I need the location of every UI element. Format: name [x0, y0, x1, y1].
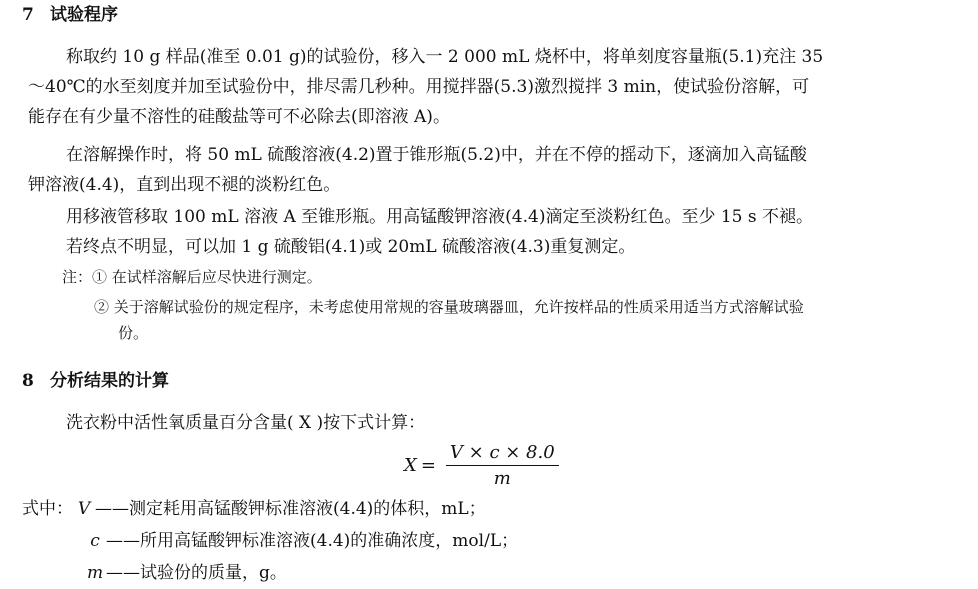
variable-symbol: m [86, 563, 104, 583]
note-2-line-1: ② 关于溶解试验份的规定程序，未考虑使用常规的容量玻璃器皿，允许按样品的性质采用适当方式溶解试验 [94, 298, 804, 316]
s7-paragraph-1-line-1: 称取约 10 g 样品(准至 0.01 g)的试验份，移入一 2 000 mL 烧杯中，将单刻度容量瓶(5.1)充注 35 [66, 47, 824, 67]
section-7-title: 试验程序 [50, 5, 118, 25]
formula-equals: = [420, 454, 436, 476]
note-2-line-2: 份。 [118, 324, 149, 342]
section-7-number: 7 [22, 5, 34, 25]
variable-symbol: V [77, 499, 91, 519]
formula-denominator: m [493, 467, 511, 489]
variable-description: ——所用高锰酸钾标准溶液(4.4)的准确浓度，mol/L； [106, 531, 519, 551]
variable-description: ——试验份的质量，g。 [106, 563, 287, 583]
section-8-number: 8 [22, 371, 34, 391]
s8-intro: 洗衣粉中活性氧质量百分含量( X )按下式计算： [66, 413, 426, 433]
s7-paragraph-2-line-1: 在溶解操作时，将 50 mL 硫酸溶液(4.2)置于锥形瓶(5.2)中，并在不停的摇动下，逐滴加入高锰酸 [66, 145, 807, 165]
variable-definition-c [84, 530, 518, 552]
formula-numerator: V × c × 8.0 [446, 442, 559, 466]
note-1: 注：① 在试样溶解后应尽快进行测定。 [62, 268, 322, 286]
section-8-heading [22, 370, 169, 392]
s7-paragraph-2-line-2: 钾溶液(4.4)，直到出现不褪的淡粉红色。 [28, 175, 341, 195]
variable-definition-m [84, 562, 287, 584]
s7-paragraph-1-line-3: 能存在有少量不溶性的硅酸盐等可不必除去(即溶液 A)。 [28, 107, 450, 127]
variable-description: ——测定耗用高锰酸钾标准溶液(4.4)的体积，mL； [95, 499, 486, 519]
s7-paragraph-3-line-1: 用移液管移取 100 mL 溶液 A 至锥形瓶。用高锰酸钾溶液(4.4)滴定至淡粉红色。至少 15 s 不褪。 [66, 207, 814, 227]
formula-fraction [446, 442, 559, 489]
where-prefix: 式中： [22, 499, 73, 519]
s7-paragraph-3-line-2: 若终点不明显，可以加 1 g 硫酸铝(4.1)或 20mL 硫酸溶液(4.3)重复测定。 [66, 237, 636, 257]
variable-symbol: c [90, 531, 100, 551]
section-8-title: 分析结果的计算 [50, 371, 169, 391]
s7-paragraph-1-line-2: ～40℃的水至刻度并加至试验份中，排尽需几秒种。用搅拌器(5.3)激烈搅拌 3 min，使试验份溶解，可 [28, 77, 810, 97]
formula [404, 440, 559, 490]
formula-lhs: X [404, 454, 417, 476]
variable-definition-v [22, 498, 486, 520]
section-7-heading [22, 4, 118, 26]
